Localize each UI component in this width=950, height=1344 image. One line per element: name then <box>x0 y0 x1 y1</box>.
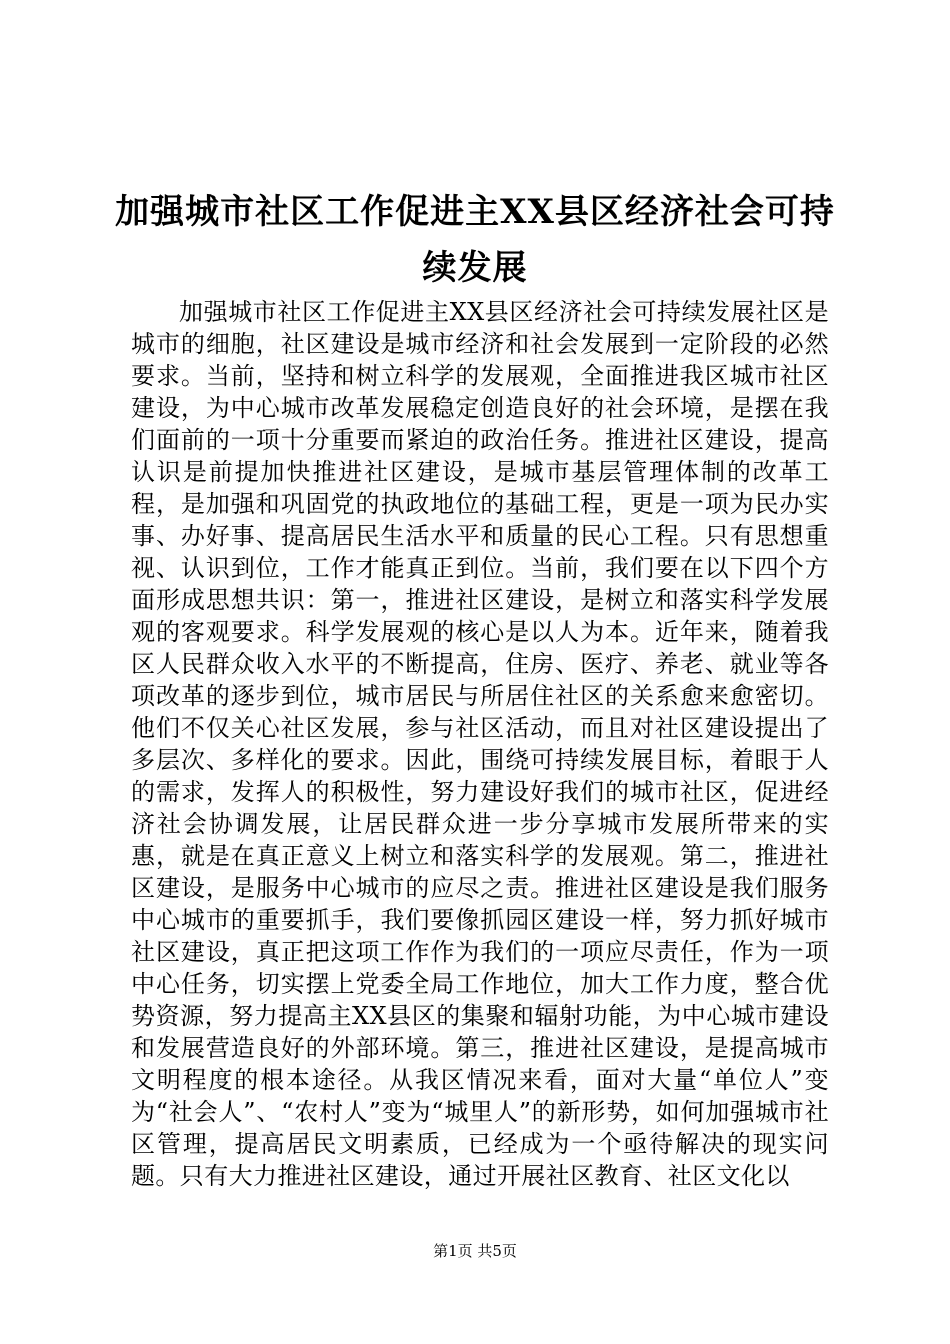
body-paragraph: 加强城市社区工作促进主XX县区经济社会可持续发展社区是城市的细胞，社区建设是城市经济和社会发展到一定阶段的必然要求。当前，坚持和树立科学的发展观，全面推进我区城市社区建设，为中心城市改革发展稳定创造良好的社会环境，是摆在我们面前的一项十分重要而紧迫的政治任务。推进社区建设，提高认识是前提加快推进社区建设，是城市基层管理体制的改革工程，是加强和巩固党的执政地位的基础工程，更是一项为民办实事、办好事、提高居民生活水平和质量的民心工程。只有思想重视、认识到位，工作才能真正到位。当前，我们要在以下四个方面形成思想共识：第一，推进社区建设，是树立和落实科学发展观的客观要求。科学发展观的核心是以人为本。近年来，随着我区人民群众收入水平的不断提高，住房、医疗、养老、就业等各项改革的逐步到位，城市居民与所居住社区的关系愈来愈密切。他们不仅关心社区发展，参与社区活动，而且对社区建设提出了多层次、多样化的要求。因此，围绕可持续发展目标，着眼于人的需求，发挥人的积极性，努力建设好我们的城市社区，促进经济社会协调发展，让居民群众进一步分享城市发展所带来的实惠，就是在真正意义上树立和落实科学的发展观。第二，推进社区建设，是服务中心城市的应尽之责。推进社区建设是我们服务中心城市的重要抓手，我们要像抓园区建设一样，努力抓好城市社区建设，真正把这项工作作为我们的一项应尽责任，作为一项中心任务，切实摆上党委全局工作地位，加大工作力度，整合优势资源，努力提高主XX县区的集聚和辐射功能，为中心城市建设和发展营造良好的外部环境。第三，推进社区建设，是提高城市文明程度的根本途径。从我区情况来看，面对大量“单位人”变为“社会人”、“农村人”变为“城里人”的新形势，如何加强城市社区管理，提高居民文明素质，已经成为一个亟待解决的现实问题。只有大力推进社区建设，通过开展社区教育、社区文化以 <box>131 298 829 1190</box>
page-footer: 第1页 共5页 <box>433 1242 517 1260</box>
document-title: 加强城市社区工作促进主XX县区经济社会可持续发展 <box>115 192 835 288</box>
